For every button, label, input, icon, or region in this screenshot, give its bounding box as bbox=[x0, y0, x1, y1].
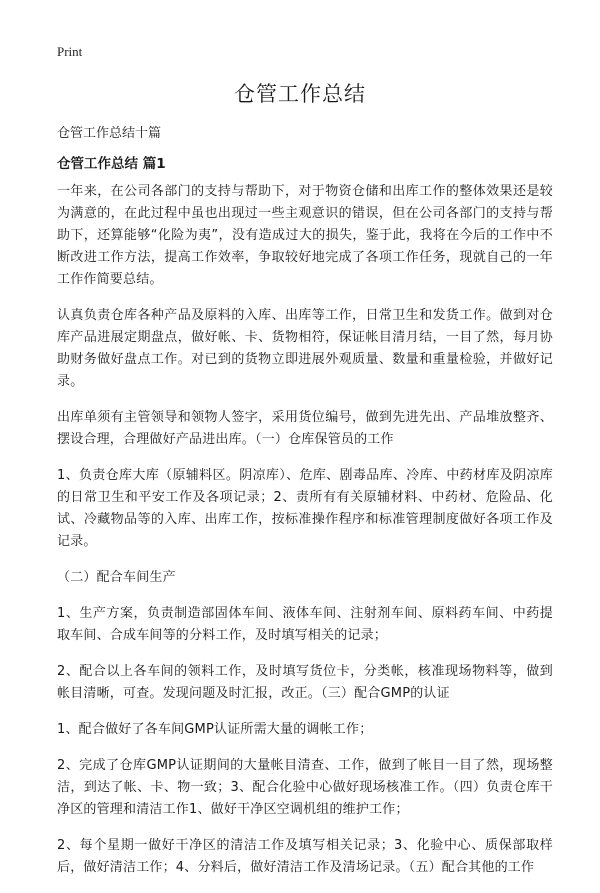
paragraph: （二）配合车间生产 bbox=[57, 570, 176, 585]
paragraph: 1、配合做好了各车间GMP认证所需大量的调帐工作； bbox=[57, 722, 373, 737]
paragraph: 认真负责仓库各种产品及原料的入库、出库等工作，日常卫生和发货工作。做到对仓库产品进展定期盘点，做好帐、卡、货物相符，保证帐目清月结，一目了然，每月协助财务做好盘点工作。对已到的货物立即进展外观质量、数量和重量检验，并做好记录。 bbox=[57, 308, 553, 389]
paragraph: 2、配合以上各车间的领料工作，及时填写货位卡，分类帐，核准现场物料等，做到帐目清晰，可查。发现问题及时汇报，改正。（三）配合GMP的认证 bbox=[57, 664, 553, 701]
paragraph: 1、生产方案，负责制造部固体车间、液体车间、注射剂车间、原料药车间、中药提取车间、合成车间等的分料工作，及时填写相关的记录； bbox=[57, 606, 553, 643]
paragraph: 2、每个星期一做好干净区的清洁工作及填写相关记录；3、化验中心、质保部取样后，做好清洁工作；4、分料后，做好清洁工作及清场记录。（五）配合其他的工作 bbox=[57, 838, 553, 875]
page-title: 仓管工作总结 bbox=[234, 82, 366, 106]
paragraph: 出库单须有主管领导和领物人签字，采用货位编号，做到先进先出、产品堆放整齐、摆设合理，合理做好产品进出库。（一）仓库保管员的工作 bbox=[57, 410, 553, 447]
paragraph: 1、负责仓库大库（原辅料区。阴凉库）、危库、剧毒品库、冷库、中药材库及阴凉库的日常卫生和平安工作及各项记录；2、责所有有关原辅材料、中药材、危险品、化试、冷藏物品等的入库、出库工作，按标准操作程序和标准管理制度做好各项工作及记录。 bbox=[57, 468, 553, 549]
section-heading: 仓管工作总结 篇1 bbox=[57, 156, 166, 172]
document-subtitle: 仓管工作总结十篇 bbox=[57, 126, 162, 141]
print-link[interactable]: Print bbox=[57, 44, 83, 59]
paragraph: 2、完成了仓库GMP认证期间的大量帐目清查、工作，做到了帐目一目了然，现场整洁，到达了帐、卡、物一致；3、配合化验中心做好现场核准工作。（四）负责仓库干净区的管理和清洁工作1、做好干净区空调机组的维护工作； bbox=[57, 758, 553, 817]
document-body bbox=[57, 181, 553, 893]
paragraph: 一年来，在公司各部门的支持与帮助下，对于物资仓储和出库工作的整体效果还是较为满意的，在此过程中虽也出现过一些主观意识的错误，但在公司各部门的支持与帮助下，还算能够“化险为夷”，没有造成过大的损失，鉴于此，我将在今后的工作中不断改进工作方法，提高工作效率，争取较好地完成了各项工作任务，现就自己的一年工作作简要总结。 bbox=[57, 184, 553, 287]
